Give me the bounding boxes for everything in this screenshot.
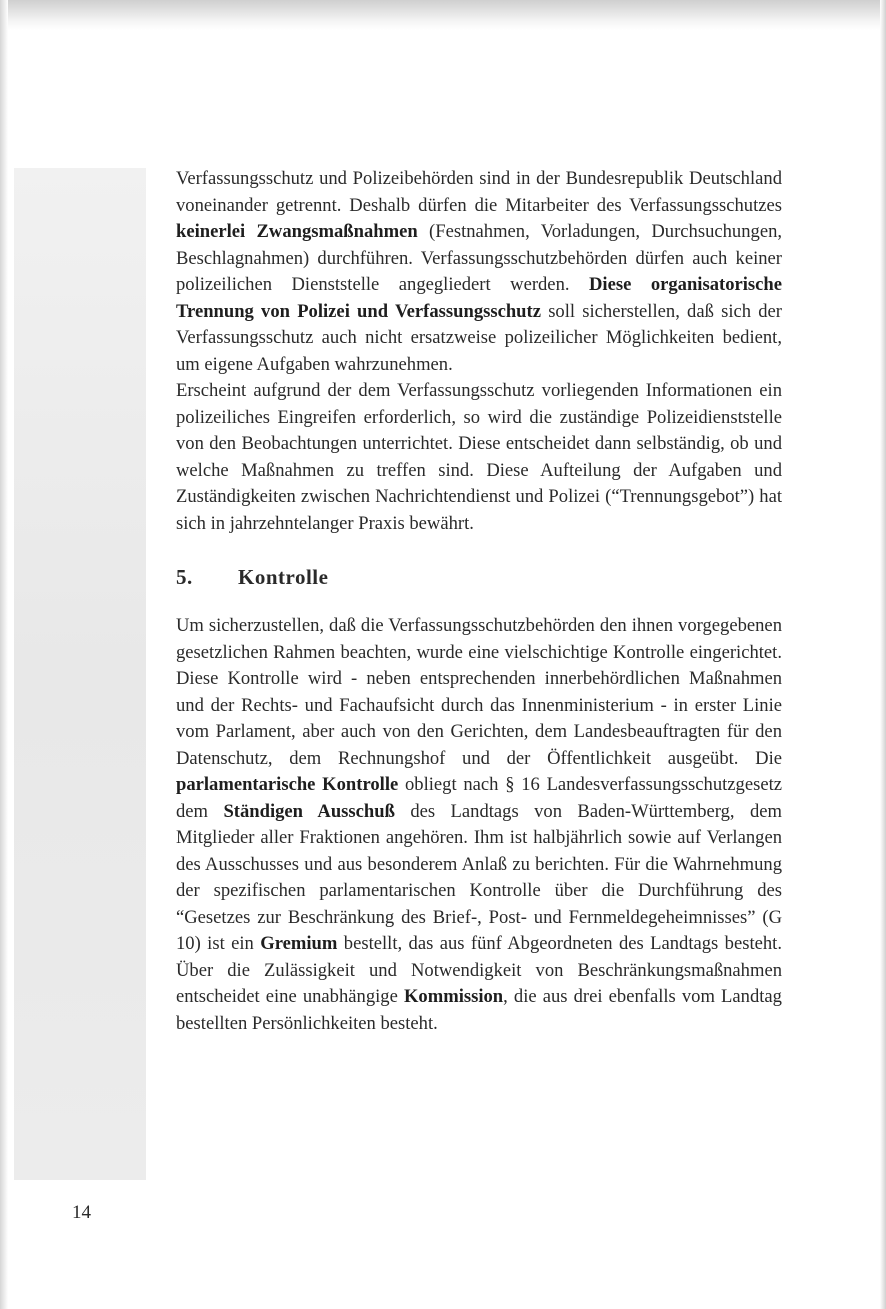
scan-top-shadow (0, 0, 886, 30)
text-run: soll sicherstellen, daß sich der Verfassungsschutz auch nicht ersatzweise polizeilicher Möglichkeiten bedient, um eigene Aufgaben wahrzunehmen. (176, 300, 782, 375)
bold-term-trennung: Diese organisatorische Trennung von Polizei und Verfassungsschutz (176, 274, 782, 322)
bold-term-zwangsmassnahmen: keinerlei Zwangsmaßnahmen (176, 221, 418, 242)
section-heading (176, 563, 782, 591)
text-run: obliegt nach § 16 Landesverfassungsschutzgesetz dem (176, 774, 783, 822)
paragraph-kontrolle (176, 613, 782, 1037)
text-run: des Landtags von Baden-Württemberg, dem Mitglieder aller Fraktionen angehören. Ihm ist halbjährlich sowie auf Verlangen des Ausschusses und aus besonderem Anlaß zu berichten. Für die Wahrnehmung der spezifischen parlamentarischen Kontrolle über die Durchführung des “Gesetzes zur Beschränkung des Brief-, Post- und Fernmeldegeheimnisses” (G 10) ist ein (176, 800, 782, 954)
text-run: bestellt, das aus fünf Abgeordneten des Landtags besteht. Über die Zulässigkeit und Notwendigkeit von Beschränkungsmaßnahmen entscheidet eine unabhängige (176, 933, 782, 1007)
paragraph-trennung (176, 166, 782, 378)
scan-right-edge (880, 0, 886, 1309)
bold-term-kommission: Kommission (403, 986, 504, 1007)
scan-left-edge (0, 0, 8, 1309)
text-run: (Festnahmen, Vorladungen, Durchsuchungen, Beschlagnahmen) durchführen. Verfassungsschutzbehörden dürfen auch keiner polizeilichen Dienststelle angegliedert werden. (176, 221, 783, 295)
bold-term-gremium: Gremium (260, 933, 338, 954)
paragraph-trennungsgebot: Erscheint aufgrund der dem Verfassungsschutz vorliegenden Informationen ein polizeiliches Eingreifen erforderlich, so wird die zuständige Polizeidienststelle von den Beobachtungen unterrichtet. Diese entscheidet dann selbständig, ob und welche Maßnahmen zu treffen sind. Diese Aufteilung der Aufgaben und Zuständigkeiten zwischen Nachrichtendienst und Polizei (“Trennungsgebot”) hat sich in jahrzehntelanger Praxis bewährt. (176, 380, 782, 534)
text-run: , die aus drei ebenfalls vom Landtag bestellten Persönlichkeiten besteht. (176, 986, 782, 1034)
bold-term-staendiger-ausschuss: Ständigen Ausschuß (223, 800, 395, 822)
bold-term-parlamentarische-kontrolle: parlamentarische Kontrolle (176, 774, 399, 795)
margin-gray-bar (14, 168, 146, 1180)
page-number: 14 (72, 1202, 91, 1223)
text-run: Um sicherzustellen, daß die Verfassungsschutzbehörden den ihnen vorgegebenen gesetzlichen Rahmen beachten, wurde eine vielschichtige Kontrolle eingerichtet. Diese Kontrolle wird - neben entsprechenden innerbehördlichen Maßnahmen und der Rechts- und Fachaufsicht durch das Innenministerium - in erster Linie vom Parlament, aber auch von den Gerichten, dem Landesbeauftragten für den Datenschutz, dem Rechnungshof und der Öffentlichkeit ausgeübt. Die (176, 615, 782, 769)
section-number: 5. (176, 565, 193, 589)
body-text (176, 166, 782, 1037)
section-title: Kontrolle (238, 565, 329, 589)
text-run: Verfassungsschutz und Polizeibehörden sind in der Bundesrepublik Deutschland voneinander getrennt. Deshalb dürfen die Mitarbeiter des Verfassungsschutzes (176, 168, 782, 216)
